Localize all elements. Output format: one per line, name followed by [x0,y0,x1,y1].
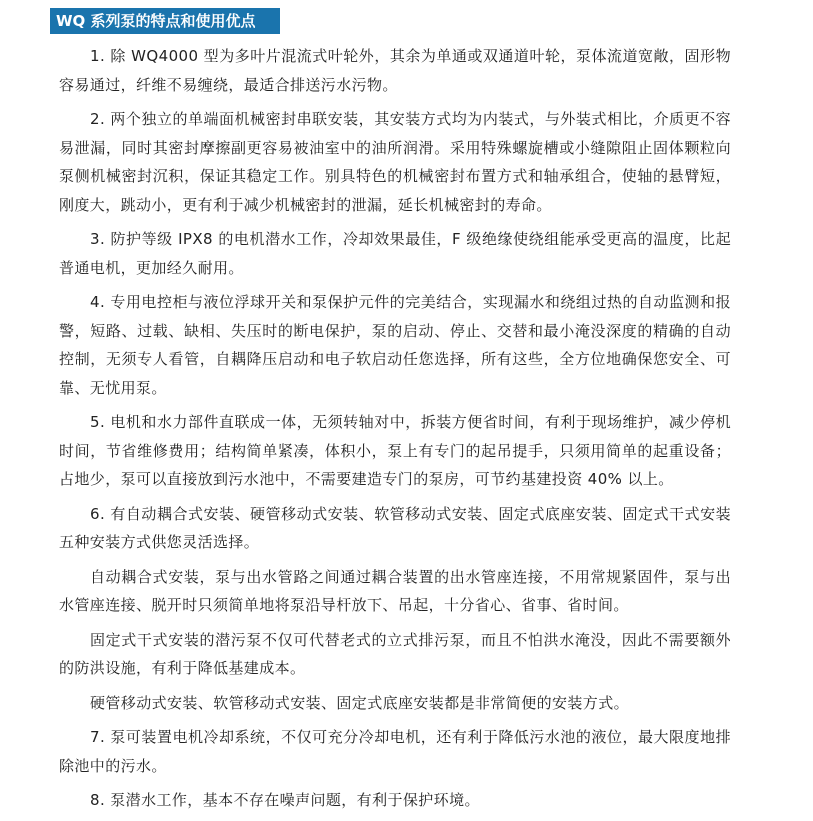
paragraph-5: 5. 电机和水力部件直联成一体，无须转轴对中，拆装方便省时间，有利于现场维护，减少停机时间，节省维修费用；结构简单紧凑，体积小，泵上有专门的起吊提手，只须用简单的起重设备；占地少，泵可以直接放到污水池中，不需要建造专门的泵房，可节约基建投资 40% 以上。 [59,413,731,488]
paragraph-3: 3. 防护等级 IPX8 的电机潜水工作，冷却效果最佳，F 级绝缘使绕组能承受更高的温度，比起普通电机，更加经久耐用。 [59,230,731,277]
paragraph-2: 2. 两个独立的单端面机械密封串联安装，其安装方式均为内装式，与外装式相比，介质更不容易泄漏，同时其密封摩擦副更容易被油室中的油所润滑。采用特殊螺旋槽或小缝隙阻止固体颗粒向泵侧机械密封沉积，保证其稳定工作。别具特色的机械密封布置方式和轴承组合，使轴的悬臂短，刚度大，跳动小，更有利于减少机械密封的泄漏，延长机械密封的寿命。 [59,110,731,214]
paragraph-1: 1. 除 WQ4000 型为多叶片混流式叶轮外，其余为单通或双通道叶轮，泵体流道宽敞，固形物容易通过，纤维不易缠绕，最适合排送污水污物。 [59,47,731,94]
paragraph-7: 7. 泵可装置电机冷却系统，不仅可充分冷却电机，还有利于降低污水池的液位，最大限度地排除池中的污水。 [59,728,731,775]
paragraph-6: 6. 有自动耦合式安装、硬管移动式安装、软管移动式安装、固定式底座安装、固定式干式安装五种安装方式供您灵活选择。 [59,504,731,551]
paragraph-auto-coupling: 自动耦合式安装，泵与出水管路之间通过耦合装置的出水管座连接，不用常规紧固件，泵与出水管座连接、脱开时只须简单地将泵沿导杆放下、吊起，十分省心、省事、省时间。 [59,567,731,614]
paragraph-other-installs: 硬管移动式安装、软管移动式安装、固定式底座安装都是非常简便的安装方式。 [90,693,630,712]
paragraph-dry-install: 固定式干式安装的潜污泵不仅可代替老式的立式排污泵，而且不怕洪水淹没，因此不需要额外的防洪设施，有利于降低基建成本。 [59,630,731,677]
paragraph-8: 8. 泵潜水工作，基本不存在噪声问题，有利于保护环境。 [90,791,480,809]
section-title: WQ 系列泵的特点和使用优点 [50,8,280,34]
paragraph-4: 4. 专用电控柜与液位浮球开关和泵保护元件的完美结合，实现漏水和绕组过热的自动监测和报警，短路、过载、缺相、失压时的断电保护，泵的启动、停止、交替和最小淹没深度的精确的自动控制，无须专人看管，自耦降压启动和电子软启动任您选择，所有这些，全方位地确保您安全、可靠、无忧用泵。 [59,293,731,397]
article-body [59,42,731,821]
